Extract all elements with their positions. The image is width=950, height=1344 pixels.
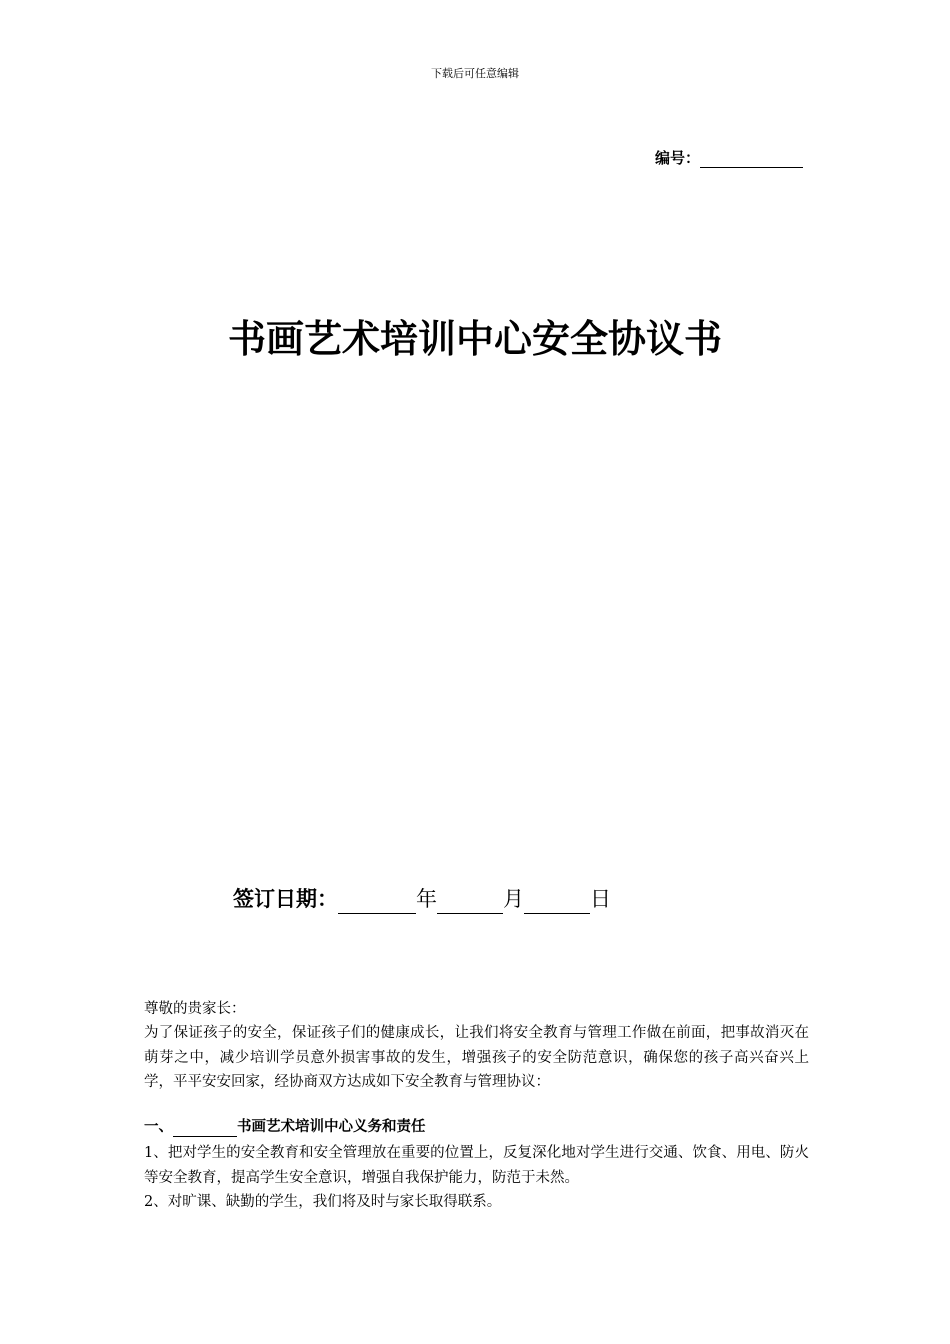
section-heading [144, 1117, 426, 1137]
year-label: 年 [416, 887, 437, 911]
section-items [144, 1141, 809, 1215]
greeting: 尊敬的贵家长： [144, 1001, 246, 1017]
header-note: 下载后可任意编辑 [431, 67, 519, 80]
signing-date-label: 签订日期： [233, 887, 338, 911]
document-number-blank [700, 151, 803, 168]
intro-paragraph: 为了保证孩子的安全，保证孩子们的健康成长，让我们将安全教育与管理工作做在前面，把事故消灭在萌芽之中，减少培训学员意外损害事故的发生，增强孩子的安全防范意识，确保您的孩子高兴奋兴上学，平平安安回家，经协商双方达成如下安全教育与管理协议： [144, 1025, 809, 1090]
list-item: 1、把对学生的安全教育和安全管理放在重要的位置上，反复深化地对学生进行交通、饮食、用电、防火等安全教育，提高学生安全意识，增强自我保护能力，防范于未然。 [144, 1145, 809, 1186]
day-blank [524, 891, 590, 914]
section-title: 书画艺术培训中心义务和责任 [237, 1119, 426, 1135]
month-label: 月 [503, 887, 524, 911]
document-number-label: 编号： [655, 149, 701, 167]
list-item: 2、对旷课、缺勤的学生，我们将及时与家长取得联系。 [144, 1194, 502, 1210]
year-blank [338, 891, 416, 914]
signing-date [233, 884, 611, 914]
document-title: 书画艺术培训中心安全协议书 [227, 317, 722, 361]
section-heading-blank [173, 1121, 237, 1137]
section-number: 一、 [144, 1119, 173, 1135]
day-label: 日 [590, 887, 611, 911]
month-blank [437, 891, 503, 914]
document-number [655, 148, 803, 168]
